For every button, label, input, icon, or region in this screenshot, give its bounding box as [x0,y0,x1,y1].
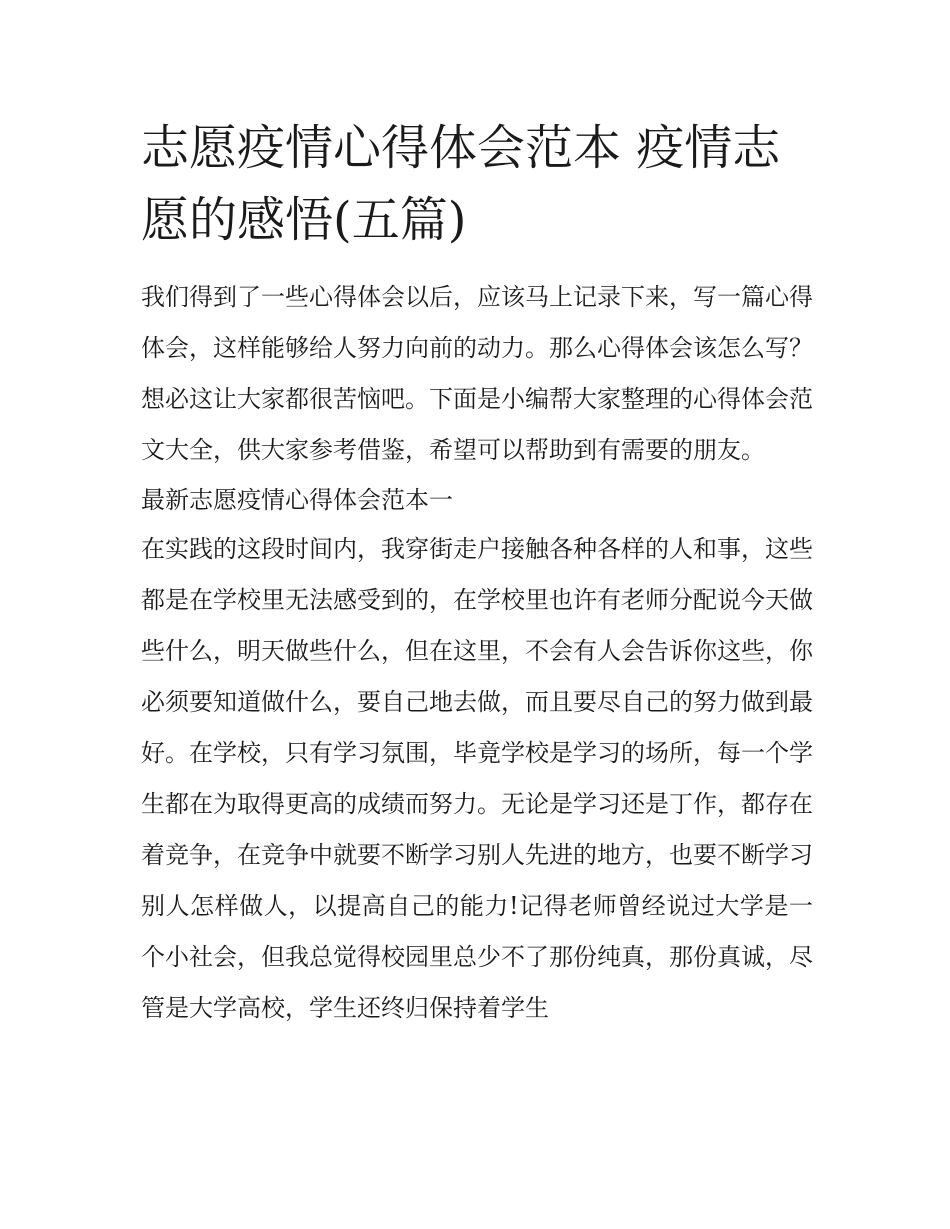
intro-paragraph: 我们得到了一些心得体会以后，应该马上记录下来，写一篇心得体会，这样能够给人努力向前的动力。那么心得体会该怎么写？想必这让大家都很苦恼吧。下面是小编帮大家整理的心得体会范文大全，供大家参考借鉴，希望可以帮助到有需要的朋友。 [141,283,813,464]
body-paragraph: 在实践的这段时间内，我穿街走户接触各种各样的人和事，这些都是在学校里无法感受到的，在学校里也许有老师分配说今天做些什么，明天做些什么，但在这里，不会有人会告诉你这些，你必须要知道做什么，要自己地去做，而且要尽自己的努力做到最好。在学校，只有学习氛围，毕竟学校是学习的场所，每一个学生都在为取得更高的成绩而努力。无论是学习还是丁作，都存在着竞争，在竞争中就要不断学习别人先进的地方，也要不断学习别人怎样做人，以提高自己的能力!记得老师曾经说过大学是一个小社会，但我总觉得校园里总少不了那份纯真，那份真诚，尽管是大学高校，学生还终归保持着学生 [141,535,813,1022]
document-title: 志愿疫情心得体会范本 疫情志愿的感悟(五篇) [141,120,781,248]
section-heading: 最新志愿疫情心得体会范本一 [141,486,453,514]
document-content [141,112,813,1034]
